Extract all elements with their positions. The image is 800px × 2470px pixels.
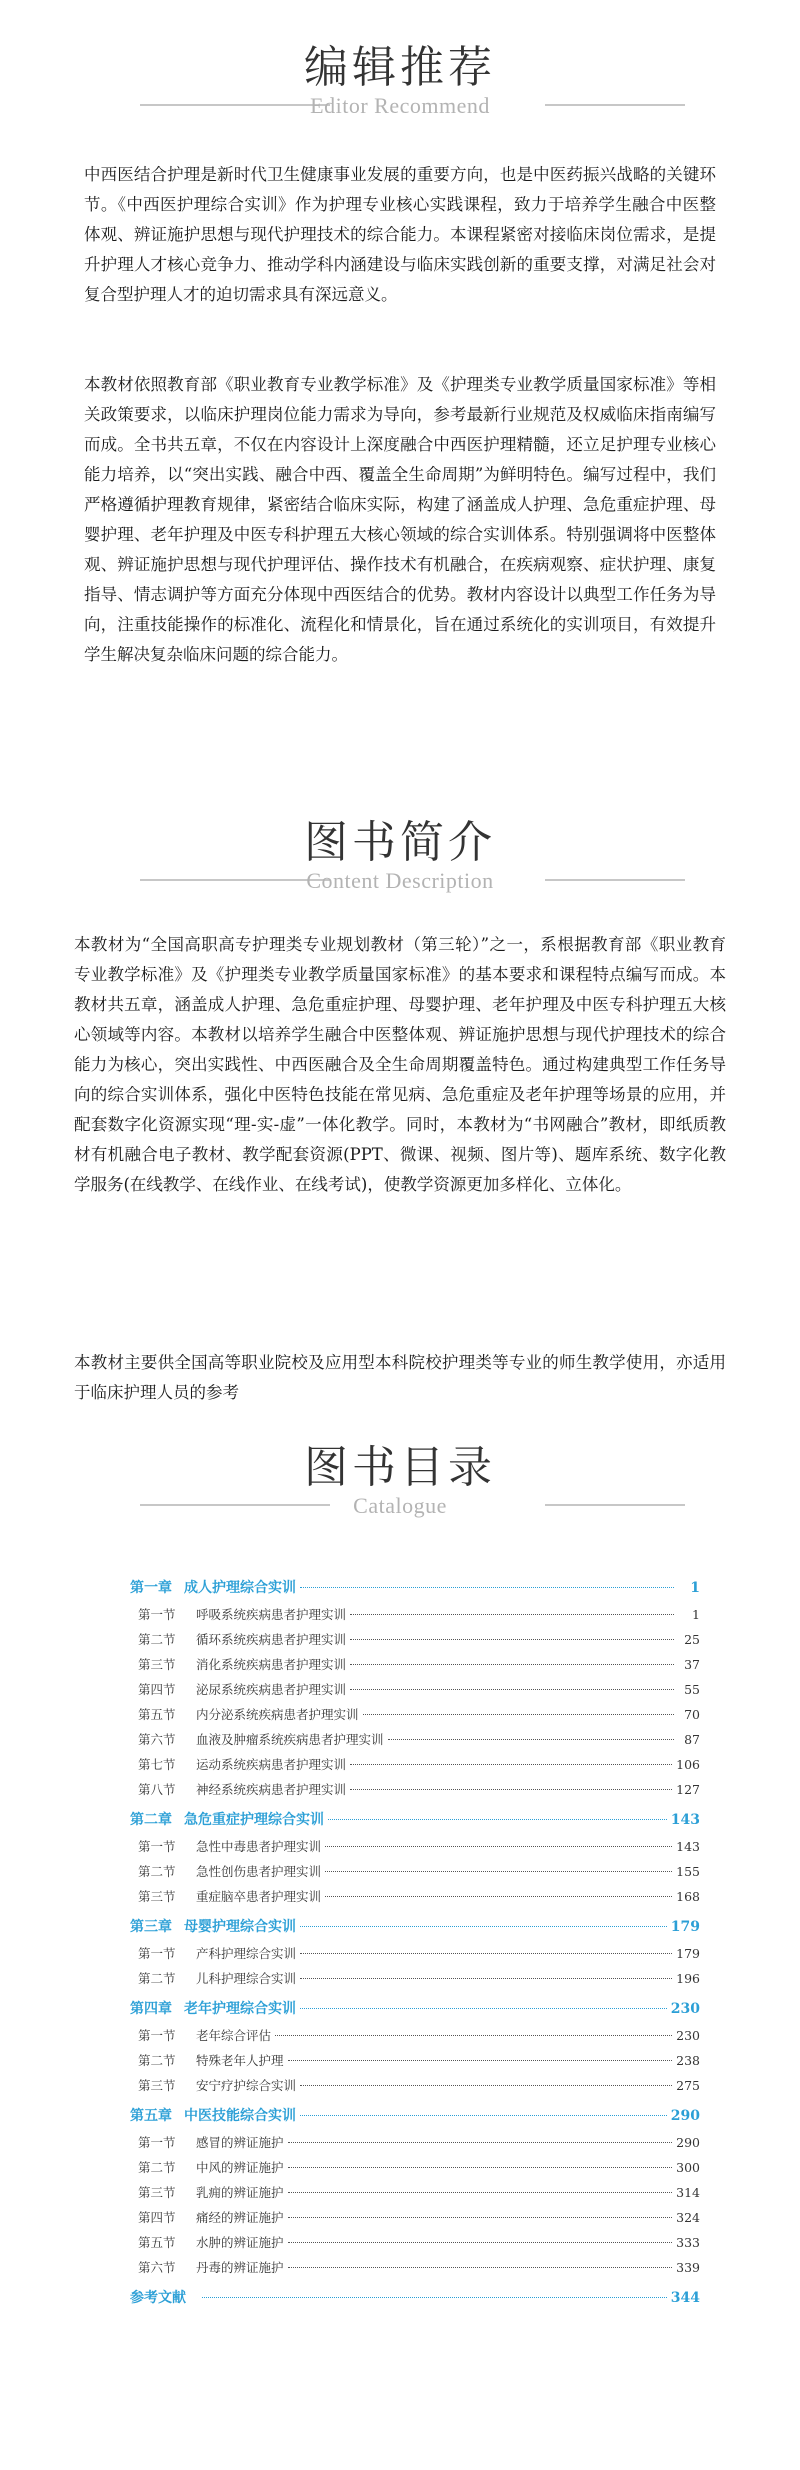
section-page: 238 xyxy=(676,2053,700,2068)
dot-leader xyxy=(300,2115,667,2116)
toc-section-row xyxy=(130,1777,700,1802)
section-title: 痛经的辨证施护 xyxy=(196,2210,284,2225)
dot-leader xyxy=(328,1819,667,1820)
chapter-number: 第一章 xyxy=(130,1580,172,1596)
chapter-page: 344 xyxy=(670,2290,700,2306)
chapter-number: 第四章 xyxy=(130,2001,172,2017)
dot-leader xyxy=(288,2242,673,2243)
section-title: 老年综合评估 xyxy=(196,2028,272,2043)
toc-section-row xyxy=(130,1652,700,1677)
dot-leader xyxy=(288,2142,673,2143)
chapter-number: 参考文献 xyxy=(130,2290,186,2306)
toc-section-row xyxy=(130,2130,700,2155)
section-number: 第七节 xyxy=(138,1757,176,1772)
dot-leader xyxy=(363,1714,674,1715)
section-number: 第一节 xyxy=(138,2135,176,2150)
section-page: 179 xyxy=(676,1946,700,1961)
dot-leader xyxy=(288,2217,673,2218)
section-number: 第二节 xyxy=(138,1632,176,1647)
section-page: 55 xyxy=(684,1682,700,1697)
toc-section-row xyxy=(130,2023,700,2048)
description-title: 图书简介 xyxy=(304,817,496,868)
chapter-title: 母婴护理综合实训 xyxy=(184,1919,296,1935)
section-number: 第六节 xyxy=(138,2260,176,2275)
toc-section-row xyxy=(130,1966,700,1991)
catalogue-subtitle: Catalogue xyxy=(353,1493,447,1518)
section-number: 第二节 xyxy=(138,2160,176,2175)
section-page: 1 xyxy=(692,1607,700,1622)
toc-chapter-row xyxy=(130,1806,700,1834)
section-title: 丹毒的辨证施护 xyxy=(196,2260,284,2275)
catalogue-header xyxy=(0,1440,800,1550)
section-number: 第五节 xyxy=(138,1707,176,1722)
section-page: 143 xyxy=(676,1839,700,1854)
dot-leader xyxy=(325,1846,672,1847)
chapter-number: 第二章 xyxy=(130,1812,172,1828)
dot-leader xyxy=(300,1978,672,1979)
dot-leader xyxy=(288,2192,673,2193)
dot-leader xyxy=(300,2008,667,2009)
section-page: 300 xyxy=(676,2160,700,2175)
chapter-page: 143 xyxy=(670,1812,700,1828)
toc-chapter-row xyxy=(130,2102,700,2130)
chapter-title: 老年护理综合实训 xyxy=(184,2001,296,2017)
chapter-title: 成人护理综合实训 xyxy=(184,1580,296,1596)
chapter-page: 290 xyxy=(670,2108,700,2124)
chapter-title: 中医技能综合实训 xyxy=(184,2108,296,2124)
section-number: 第六节 xyxy=(138,1732,176,1747)
section-number: 第二节 xyxy=(138,1971,176,1986)
dot-leader xyxy=(300,1953,672,1954)
section-title: 安宁疗护综合实训 xyxy=(196,2078,297,2093)
divider xyxy=(545,1504,685,1506)
dot-leader xyxy=(325,1896,672,1897)
section-title: 运动系统疾病患者护理实训 xyxy=(196,1757,347,1772)
section-title: 重症脑卒患者护理实训 xyxy=(196,1889,322,1904)
toc-section-row xyxy=(130,1727,700,1752)
toc-section-row xyxy=(130,1884,700,1909)
section-page: 333 xyxy=(676,2235,700,2250)
dot-leader xyxy=(288,2060,673,2061)
section-title: 急性中毒患者护理实训 xyxy=(196,1839,322,1854)
description-paragraph: 本教材为“全国高职高专护理类专业规划教材（第三轮）”之一，系根据教育部《职业教育专业教学标准》及《护理类专业教学质量国家标准》的基本要求和课程特点编写而成。本教材共五章，涵盖成人护理、急危重症护理、母婴护理、老年护理及中医专科护理五大核心领域等内容。本教材以培养学生融合中医整体观、辨证施护思想与现代护理技术的综合能力为核心，突出实践性、中西医融合及全生命周期覆盖特色。通过构建典型工作任务导向的综合实训体系，强化中医特色技能在常见病、急危重症及老年护理等场景的应用，并配套数字化资源实现“理-实-虚”一体化教学。同时，本教材为“书网融合”教材，即纸质教材有机融合电子教材、教学配套资源(PPT、微课、视频、图片等)、题库系统、数字化教学服务(在线教学、在线作业、在线考试)，使教学资源更加多样化、立体化。 xyxy=(74,935,726,1194)
toc-section-row xyxy=(130,1702,700,1727)
catalogue-title: 图书目录 xyxy=(304,1442,496,1493)
section-title: 消化系统疾病患者护理实训 xyxy=(196,1657,347,1672)
dot-leader xyxy=(300,2085,672,2086)
toc-chapter-row xyxy=(130,1574,700,1602)
dot-leader xyxy=(350,1639,674,1640)
toc-section-row xyxy=(130,1859,700,1884)
section-page: 339 xyxy=(676,2260,700,2275)
dot-leader xyxy=(288,2167,673,2168)
section-number: 第一节 xyxy=(138,1839,176,1854)
section-title: 神经系统疾病患者护理实训 xyxy=(196,1782,347,1797)
section-number: 第三节 xyxy=(138,2078,176,2093)
toc-section-row xyxy=(130,1941,700,1966)
divider xyxy=(545,104,685,106)
divider xyxy=(545,879,685,881)
toc-section-row xyxy=(130,1627,700,1652)
section-title: 感冒的辨证施护 xyxy=(196,2135,284,2150)
toc-section-row xyxy=(130,2155,700,2180)
toc-section-row xyxy=(130,2230,700,2255)
section-number: 第二节 xyxy=(138,1864,176,1879)
section-title: 内分泌系统疾病患者护理实训 xyxy=(196,1707,359,1722)
section-page: 37 xyxy=(684,1657,700,1672)
dot-leader xyxy=(275,2035,672,2036)
section-page: 290 xyxy=(676,2135,700,2150)
section-number: 第四节 xyxy=(138,1682,176,1697)
toc-chapter-row xyxy=(130,1913,700,1941)
section-title: 循环系统疾病患者护理实训 xyxy=(196,1632,347,1647)
description-subtitle: Content Description xyxy=(306,868,494,893)
section-page: 230 xyxy=(676,2028,700,2043)
section-page: 70 xyxy=(684,1707,700,1722)
dot-leader xyxy=(350,1614,674,1615)
section-number: 第一节 xyxy=(138,1607,176,1622)
section-page: 196 xyxy=(676,1971,700,1986)
section-page: 155 xyxy=(676,1864,700,1879)
dot-leader xyxy=(300,1587,674,1588)
chapter-page: 230 xyxy=(670,2001,700,2017)
section-page: 314 xyxy=(676,2185,700,2200)
toc-section-row xyxy=(130,2048,700,2073)
chapter-number: 第三章 xyxy=(130,1919,172,1935)
dot-leader xyxy=(350,1664,674,1665)
section-title: 产科护理综合实训 xyxy=(196,1946,297,1961)
toc-section-row xyxy=(130,1677,700,1702)
description-header xyxy=(0,815,800,925)
toc-section-row xyxy=(130,2255,700,2280)
toc-section-row xyxy=(130,1752,700,1777)
section-title: 水肿的辨证施护 xyxy=(196,2235,284,2250)
dot-leader xyxy=(325,1871,672,1872)
section-number: 第三节 xyxy=(138,1889,176,1904)
table-of-contents xyxy=(130,1570,700,2312)
section-number: 第四节 xyxy=(138,2210,176,2225)
section-number: 第二节 xyxy=(138,2053,176,2068)
section-page: 324 xyxy=(676,2210,700,2225)
recommend-paragraph: 中西医结合护理是新时代卫生健康事业发展的重要方向，也是中医药振兴战略的关键环节。《中西医护理综合实训》作为护理专业核心实践课程，致力于培养学生融合中医整体观、辨证施护思想与现代护理技术的综合能力。本课程紧密对接临床岗位需求，是提升护理人才核心竞争力、推动学科内涵建设与临床实践创新的重要支撑，对满足社会对复合型护理人才的迫切需求具有深远意义。 xyxy=(84,165,716,304)
dot-leader xyxy=(288,2267,673,2268)
dot-leader xyxy=(202,2297,667,2298)
section-title: 中风的辨证施护 xyxy=(196,2160,284,2175)
section-title: 急性创伤患者护理实训 xyxy=(196,1864,322,1879)
dot-leader xyxy=(350,1764,672,1765)
recommend-subtitle: Editor Recommend xyxy=(310,93,490,118)
dot-leader xyxy=(350,1689,674,1690)
toc-section-row xyxy=(130,2073,700,2098)
section-number: 第一节 xyxy=(138,1946,176,1961)
section-number: 第一节 xyxy=(138,2028,176,2043)
toc-section-row xyxy=(130,2180,700,2205)
section-page: 275 xyxy=(676,2078,700,2093)
section-title: 乳痈的辨证施护 xyxy=(196,2185,284,2200)
section-title: 泌尿系统疾病患者护理实训 xyxy=(196,1682,347,1697)
description-paragraph: 本教材主要供全国高等职业院校及应用型本科院校护理类等专业的师生教学使用，亦适用于临床护理人员的参考 xyxy=(74,1353,726,1402)
dot-leader xyxy=(350,1789,672,1790)
section-page: 87 xyxy=(684,1732,700,1747)
recommend-title: 编辑推荐 xyxy=(304,42,496,93)
toc-section-row xyxy=(130,2205,700,2230)
toc-chapter-row xyxy=(130,1995,700,2023)
dot-leader xyxy=(300,1926,667,1927)
section-page: 127 xyxy=(676,1782,700,1797)
recommend-header xyxy=(0,40,800,150)
chapter-title: 急危重症护理综合实训 xyxy=(184,1812,324,1828)
chapter-number: 第五章 xyxy=(130,2108,172,2124)
chapter-page: 1 xyxy=(690,1580,700,1596)
section-number: 第三节 xyxy=(138,2185,176,2200)
chapter-page: 179 xyxy=(670,1919,700,1935)
section-title: 儿科护理综合实训 xyxy=(196,1971,297,1986)
toc-chapter-row xyxy=(130,2284,700,2312)
section-page: 168 xyxy=(676,1889,700,1904)
section-page: 106 xyxy=(676,1757,700,1772)
toc-section-row xyxy=(130,1602,700,1627)
section-number: 第三节 xyxy=(138,1657,176,1672)
section-page: 25 xyxy=(684,1632,700,1647)
section-title: 特殊老年人护理 xyxy=(196,2053,284,2068)
recommend-paragraph: 本教材依照教育部《职业教育专业教学标准》及《护理类专业教学质量国家标准》等相关政策要求，以临床护理岗位能力需求为导向，参考最新行业规范及权威临床指南编写而成。全书共五章，不仅在内容设计上深度融合中西医护理精髓，还立足护理专业核心能力培养，以“突出实践、融合中西、覆盖全生命周期”为鲜明特色。编写过程中，我们严格遵循护理教育规律，紧密结合临床实际，构建了涵盖成人护理、急危重症护理、母婴护理、老年护理及中医专科护理五大核心领域的综合实训体系。特别强调将中医整体观、辨证施护思想与现代护理评估、操作技术有机融合，在疾病观察、症状护理、康复指导、情志调护等方面充分体现中西医结合的优势。教材内容设计以典型工作任务为导向，注重技能操作的标准化、流程化和情景化，旨在通过系统化的实训项目，有效提升学生解决复杂临床问题的综合能力。 xyxy=(84,375,716,664)
toc-section-row xyxy=(130,1834,700,1859)
section-number: 第八节 xyxy=(138,1782,176,1797)
section-title: 血液及肿瘤系统疾病患者护理实训 xyxy=(196,1732,384,1747)
section-title: 呼吸系统疾病患者护理实训 xyxy=(196,1607,347,1622)
section-number: 第五节 xyxy=(138,2235,176,2250)
dot-leader xyxy=(388,1739,674,1740)
